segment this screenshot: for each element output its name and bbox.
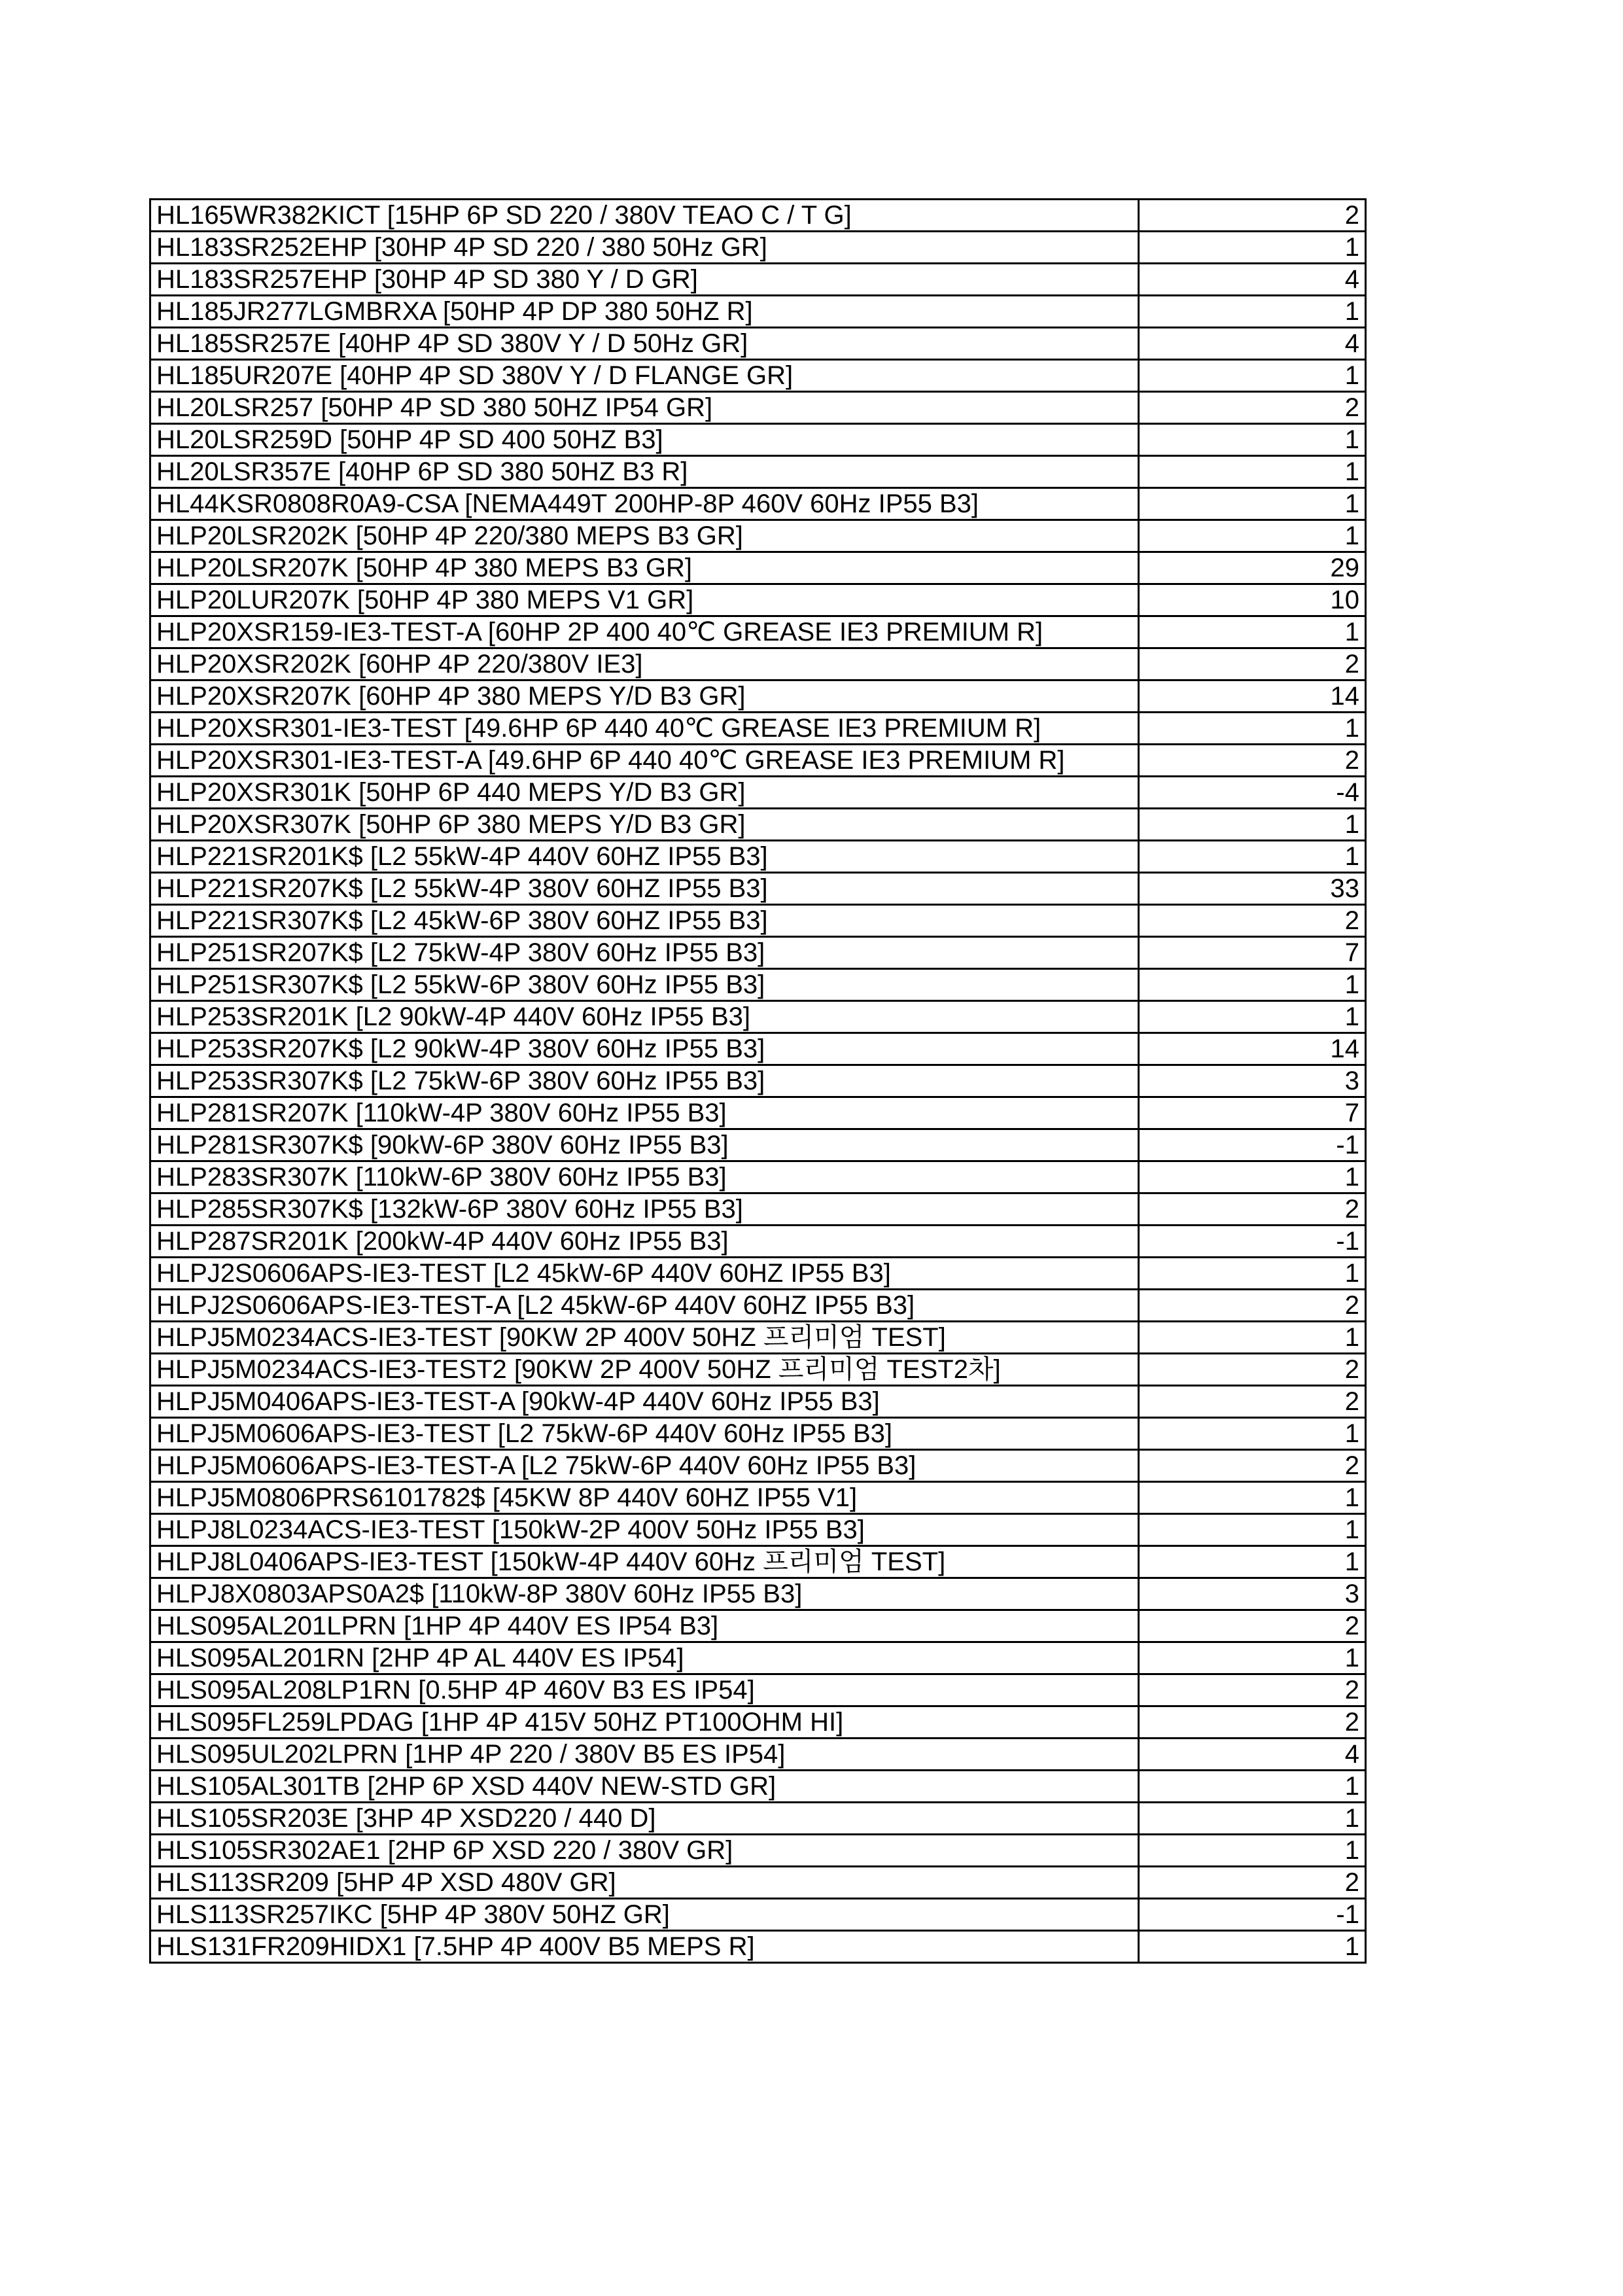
item-description-cell: HLP20XSR301-IE3-TEST-A [49.6HP 6P 440 40℃ GREASE IE3 PREMIUM R] bbox=[150, 745, 1139, 777]
table-row bbox=[150, 584, 1366, 616]
item-quantity-cell: 1 bbox=[1139, 1803, 1366, 1835]
item-quantity-cell: 2 bbox=[1139, 1674, 1366, 1706]
item-description-cell: HLPJ8L0406APS-IE3-TEST [150kW-4P 440V 60Hz 프리미엄 TEST] bbox=[150, 1546, 1139, 1578]
item-description-cell: HLPJ8X0803APS0A2$ [110kW-8P 380V 60Hz IP55 B3] bbox=[150, 1578, 1139, 1610]
item-description-cell: HLS095AL201RN [2HP 4P AL 440V ES IP54] bbox=[150, 1642, 1139, 1674]
item-description-cell: HLP20LSR207K [50HP 4P 380 MEPS B3 GR] bbox=[150, 552, 1139, 584]
item-description-cell: HLP221SR207K$ [L2 55kW-4P 380V 60HZ IP55 B3] bbox=[150, 873, 1139, 905]
item-description-cell: HLP285SR307K$ [132kW-6P 380V 60Hz IP55 B3] bbox=[150, 1193, 1139, 1226]
table-row bbox=[150, 1482, 1366, 1514]
item-description-cell: HLPJ5M0234ACS-IE3-TEST2 [90KW 2P 400V 50HZ 프리미엄 TEST2차] bbox=[150, 1354, 1139, 1386]
item-quantity-cell: 1 bbox=[1139, 1931, 1366, 1963]
table-row bbox=[150, 1290, 1366, 1322]
table-row bbox=[150, 360, 1366, 392]
table-row bbox=[150, 777, 1366, 809]
table-row bbox=[150, 552, 1366, 584]
table-row bbox=[150, 200, 1366, 232]
item-description-cell: HLPJ5M0234ACS-IE3-TEST [90KW 2P 400V 50HZ 프리미엄 TEST] bbox=[150, 1322, 1139, 1354]
item-quantity-cell: 1 bbox=[1139, 1546, 1366, 1578]
item-description-cell: HL20LSR259D [50HP 4P SD 400 50HZ B3] bbox=[150, 424, 1139, 456]
table-row bbox=[150, 1129, 1366, 1161]
table-row bbox=[150, 1065, 1366, 1097]
table-row bbox=[150, 1097, 1366, 1129]
item-description-cell: HLP20LSR202K [50HP 4P 220/380 MEPS B3 GR] bbox=[150, 520, 1139, 552]
item-quantity-cell: 2 bbox=[1139, 1386, 1366, 1418]
item-quantity-cell: 1 bbox=[1139, 1258, 1366, 1290]
item-description-cell: HLP20XSR207K [60HP 4P 380 MEPS Y/D B3 GR] bbox=[150, 680, 1139, 713]
item-quantity-cell: 1 bbox=[1139, 616, 1366, 648]
table-row bbox=[150, 969, 1366, 1001]
item-description-cell: HLP287SR201K [200kW-4P 440V 60Hz IP55 B3] bbox=[150, 1226, 1139, 1258]
item-description-cell: HLP221SR201K$ [L2 55kW-4P 440V 60HZ IP55 B3] bbox=[150, 841, 1139, 873]
table-row bbox=[150, 232, 1366, 264]
table-row bbox=[150, 392, 1366, 424]
item-quantity-cell: 2 bbox=[1139, 392, 1366, 424]
item-description-cell: HLS105SR302AE1 [2HP 6P XSD 220 / 380V GR] bbox=[150, 1835, 1139, 1867]
item-quantity-cell: 2 bbox=[1139, 1193, 1366, 1226]
item-description-cell: HLP221SR307K$ [L2 45kW-6P 380V 60HZ IP55 B3] bbox=[150, 905, 1139, 937]
table-row bbox=[150, 1674, 1366, 1706]
table-row bbox=[150, 424, 1366, 456]
item-description-cell: HLPJ5M0606APS-IE3-TEST-A [L2 75kW-6P 440V 60Hz IP55 B3] bbox=[150, 1450, 1139, 1482]
item-description-cell: HLP20XSR159-IE3-TEST-A [60HP 2P 400 40℃ GREASE IE3 PREMIUM R] bbox=[150, 616, 1139, 648]
item-description-cell: HL183SR257EHP [30HP 4P SD 380 Y / D GR] bbox=[150, 264, 1139, 296]
item-quantity-cell: 2 bbox=[1139, 1354, 1366, 1386]
item-quantity-cell: 1 bbox=[1139, 520, 1366, 552]
table-row bbox=[150, 1193, 1366, 1226]
table-row bbox=[150, 328, 1366, 360]
item-description-cell: HLP253SR201K [L2 90kW-4P 440V 60Hz IP55 B3] bbox=[150, 1001, 1139, 1033]
item-quantity-cell: -4 bbox=[1139, 777, 1366, 809]
item-quantity-cell: 4 bbox=[1139, 328, 1366, 360]
table-row bbox=[150, 1610, 1366, 1642]
item-quantity-cell: 10 bbox=[1139, 584, 1366, 616]
item-description-cell: HL185SR257E [40HP 4P SD 380V Y / D 50Hz GR] bbox=[150, 328, 1139, 360]
item-quantity-cell: 1 bbox=[1139, 1161, 1366, 1193]
item-quantity-cell: -1 bbox=[1139, 1129, 1366, 1161]
item-description-cell: HLS131FR209HIDX1 [7.5HP 4P 400V B5 MEPS R] bbox=[150, 1931, 1139, 1963]
item-description-cell: HL44KSR0808R0A9-CSA [NEMA449T 200HP-8P 460V 60Hz IP55 B3] bbox=[150, 488, 1139, 520]
item-quantity-cell: 1 bbox=[1139, 456, 1366, 488]
item-quantity-cell: 7 bbox=[1139, 937, 1366, 969]
item-quantity-cell: 1 bbox=[1139, 1642, 1366, 1674]
item-description-cell: HLPJ8L0234ACS-IE3-TEST [150kW-2P 400V 50Hz IP55 B3] bbox=[150, 1514, 1139, 1546]
item-description-cell: HLP20XSR307K [50HP 6P 380 MEPS Y/D B3 GR] bbox=[150, 809, 1139, 841]
item-quantity-cell: 1 bbox=[1139, 969, 1366, 1001]
item-quantity-cell: 1 bbox=[1139, 713, 1366, 745]
item-quantity-cell: 2 bbox=[1139, 1706, 1366, 1739]
table-row bbox=[150, 1867, 1366, 1899]
item-description-cell: HLP20XSR202K [60HP 4P 220/380V IE3] bbox=[150, 648, 1139, 680]
item-description-cell: HLS095UL202LPRN [1HP 4P 220 / 380V B5 ES IP54] bbox=[150, 1739, 1139, 1771]
table-row bbox=[150, 1931, 1366, 1963]
item-description-cell: HLP20XSR301-IE3-TEST [49.6HP 6P 440 40℃ GREASE IE3 PREMIUM R] bbox=[150, 713, 1139, 745]
item-quantity-cell: 3 bbox=[1139, 1065, 1366, 1097]
table-row bbox=[150, 1642, 1366, 1674]
item-quantity-cell: 33 bbox=[1139, 873, 1366, 905]
item-description-cell: HLP20LUR207K [50HP 4P 380 MEPS V1 GR] bbox=[150, 584, 1139, 616]
item-description-cell: HLP253SR307K$ [L2 75kW-6P 380V 60Hz IP55 B3] bbox=[150, 1065, 1139, 1097]
table-row bbox=[150, 616, 1366, 648]
item-description-cell: HLS113SR257IKC [5HP 4P 380V 50HZ GR] bbox=[150, 1899, 1139, 1931]
item-quantity-cell: 2 bbox=[1139, 905, 1366, 937]
item-quantity-cell: 1 bbox=[1139, 1418, 1366, 1450]
table-row bbox=[150, 1418, 1366, 1450]
item-description-cell: HL183SR252EHP [30HP 4P SD 220 / 380 50Hz GR] bbox=[150, 232, 1139, 264]
inventory-table-body bbox=[150, 200, 1366, 1963]
item-description-cell: HLS095AL201LPRN [1HP 4P 440V ES IP54 B3] bbox=[150, 1610, 1139, 1642]
item-description-cell: HLPJ5M0806PRS6101782$ [45KW 8P 440V 60HZ IP55 V1] bbox=[150, 1482, 1139, 1514]
item-quantity-cell: 3 bbox=[1139, 1578, 1366, 1610]
item-description-cell: HL20LSR257 [50HP 4P SD 380 50HZ IP54 GR] bbox=[150, 392, 1139, 424]
item-description-cell: HLP251SR207K$ [L2 75kW-4P 380V 60Hz IP55 B3] bbox=[150, 937, 1139, 969]
item-description-cell: HLPJ5M0606APS-IE3-TEST [L2 75kW-6P 440V 60Hz IP55 B3] bbox=[150, 1418, 1139, 1450]
item-description-cell: HLP281SR207K [110kW-4P 380V 60Hz IP55 B3] bbox=[150, 1097, 1139, 1129]
table-row bbox=[150, 488, 1366, 520]
table-row bbox=[150, 1578, 1366, 1610]
item-quantity-cell: 1 bbox=[1139, 841, 1366, 873]
table-row bbox=[150, 648, 1366, 680]
item-description-cell: HLS105AL301TB [2HP 6P XSD 440V NEW-STD GR] bbox=[150, 1771, 1139, 1803]
item-quantity-cell: 1 bbox=[1139, 809, 1366, 841]
item-quantity-cell: 2 bbox=[1139, 200, 1366, 232]
item-quantity-cell: 7 bbox=[1139, 1097, 1366, 1129]
item-quantity-cell: 1 bbox=[1139, 1322, 1366, 1354]
item-description-cell: HL20LSR357E [40HP 6P SD 380 50HZ B3 R] bbox=[150, 456, 1139, 488]
item-quantity-cell: 2 bbox=[1139, 745, 1366, 777]
item-quantity-cell: -1 bbox=[1139, 1899, 1366, 1931]
table-row bbox=[150, 841, 1366, 873]
item-description-cell: HLS095AL208LP1RN [0.5HP 4P 460V B3 ES IP54] bbox=[150, 1674, 1139, 1706]
item-description-cell: HLS113SR209 [5HP 4P XSD 480V GR] bbox=[150, 1867, 1139, 1899]
table-row bbox=[150, 905, 1366, 937]
item-quantity-cell: 1 bbox=[1139, 1835, 1366, 1867]
item-quantity-cell: 1 bbox=[1139, 1514, 1366, 1546]
item-description-cell: HLP251SR307K$ [L2 55kW-6P 380V 60Hz IP55 B3] bbox=[150, 969, 1139, 1001]
table-row bbox=[150, 1226, 1366, 1258]
table-row bbox=[150, 296, 1366, 328]
table-row bbox=[150, 1001, 1366, 1033]
table-row bbox=[150, 937, 1366, 969]
table-row bbox=[150, 1835, 1366, 1867]
item-quantity-cell: 1 bbox=[1139, 1001, 1366, 1033]
table-row bbox=[150, 456, 1366, 488]
item-description-cell: HLPJ2S0606APS-IE3-TEST [L2 45kW-6P 440V 60HZ IP55 B3] bbox=[150, 1258, 1139, 1290]
item-quantity-cell: 29 bbox=[1139, 552, 1366, 584]
item-quantity-cell: 2 bbox=[1139, 1610, 1366, 1642]
table-row bbox=[150, 1739, 1366, 1771]
item-description-cell: HL185JR277LGMBRXA [50HP 4P DP 380 50HZ R] bbox=[150, 296, 1139, 328]
item-description-cell: HLP253SR207K$ [L2 90kW-4P 380V 60Hz IP55 B3] bbox=[150, 1033, 1139, 1065]
item-quantity-cell: 14 bbox=[1139, 680, 1366, 713]
item-quantity-cell: 1 bbox=[1139, 232, 1366, 264]
table-row bbox=[150, 1514, 1366, 1546]
item-quantity-cell: 1 bbox=[1139, 424, 1366, 456]
table-row bbox=[150, 873, 1366, 905]
table-row bbox=[150, 264, 1366, 296]
item-quantity-cell: 1 bbox=[1139, 1771, 1366, 1803]
table-row bbox=[150, 1899, 1366, 1931]
item-quantity-cell: -1 bbox=[1139, 1226, 1366, 1258]
item-description-cell: HLP283SR307K [110kW-6P 380V 60Hz IP55 B3] bbox=[150, 1161, 1139, 1193]
item-description-cell: HLPJ5M0406APS-IE3-TEST-A [90kW-4P 440V 60Hz IP55 B3] bbox=[150, 1386, 1139, 1418]
table-row bbox=[150, 520, 1366, 552]
item-quantity-cell: 14 bbox=[1139, 1033, 1366, 1065]
item-quantity-cell: 1 bbox=[1139, 360, 1366, 392]
table-row bbox=[150, 1706, 1366, 1739]
item-quantity-cell: 2 bbox=[1139, 1867, 1366, 1899]
table-row bbox=[150, 680, 1366, 713]
table-row bbox=[150, 1258, 1366, 1290]
item-description-cell: HL165WR382KICT [15HP 6P SD 220 / 380V TEAO C / T G] bbox=[150, 200, 1139, 232]
item-description-cell: HLP281SR307K$ [90kW-6P 380V 60Hz IP55 B3] bbox=[150, 1129, 1139, 1161]
item-description-cell: HLP20XSR301K [50HP 6P 440 MEPS Y/D B3 GR] bbox=[150, 777, 1139, 809]
table-row bbox=[150, 1322, 1366, 1354]
table-row bbox=[150, 1386, 1366, 1418]
item-description-cell: HL185UR207E [40HP 4P SD 380V Y / D FLANGE GR] bbox=[150, 360, 1139, 392]
item-quantity-cell: 2 bbox=[1139, 648, 1366, 680]
item-quantity-cell: 2 bbox=[1139, 1450, 1366, 1482]
table-row bbox=[150, 1803, 1366, 1835]
item-description-cell: HLPJ2S0606APS-IE3-TEST-A [L2 45kW-6P 440V 60HZ IP55 B3] bbox=[150, 1290, 1139, 1322]
table-row bbox=[150, 1771, 1366, 1803]
table-row bbox=[150, 809, 1366, 841]
item-quantity-cell: 1 bbox=[1139, 488, 1366, 520]
item-description-cell: HLS095FL259LPDAG [1HP 4P 415V 50HZ PT100OHM HI] bbox=[150, 1706, 1139, 1739]
item-quantity-cell: 1 bbox=[1139, 296, 1366, 328]
item-quantity-cell: 2 bbox=[1139, 1290, 1366, 1322]
item-quantity-cell: 4 bbox=[1139, 1739, 1366, 1771]
table-row bbox=[150, 713, 1366, 745]
table-row bbox=[150, 1546, 1366, 1578]
table-row bbox=[150, 1033, 1366, 1065]
item-quantity-cell: 1 bbox=[1139, 1482, 1366, 1514]
table-row bbox=[150, 1450, 1366, 1482]
table-row bbox=[150, 1161, 1366, 1193]
table-row bbox=[150, 745, 1366, 777]
table-row bbox=[150, 1354, 1366, 1386]
item-quantity-cell: 4 bbox=[1139, 264, 1366, 296]
inventory-table bbox=[149, 198, 1367, 1964]
item-description-cell: HLS105SR203E [3HP 4P XSD220 / 440 D] bbox=[150, 1803, 1139, 1835]
